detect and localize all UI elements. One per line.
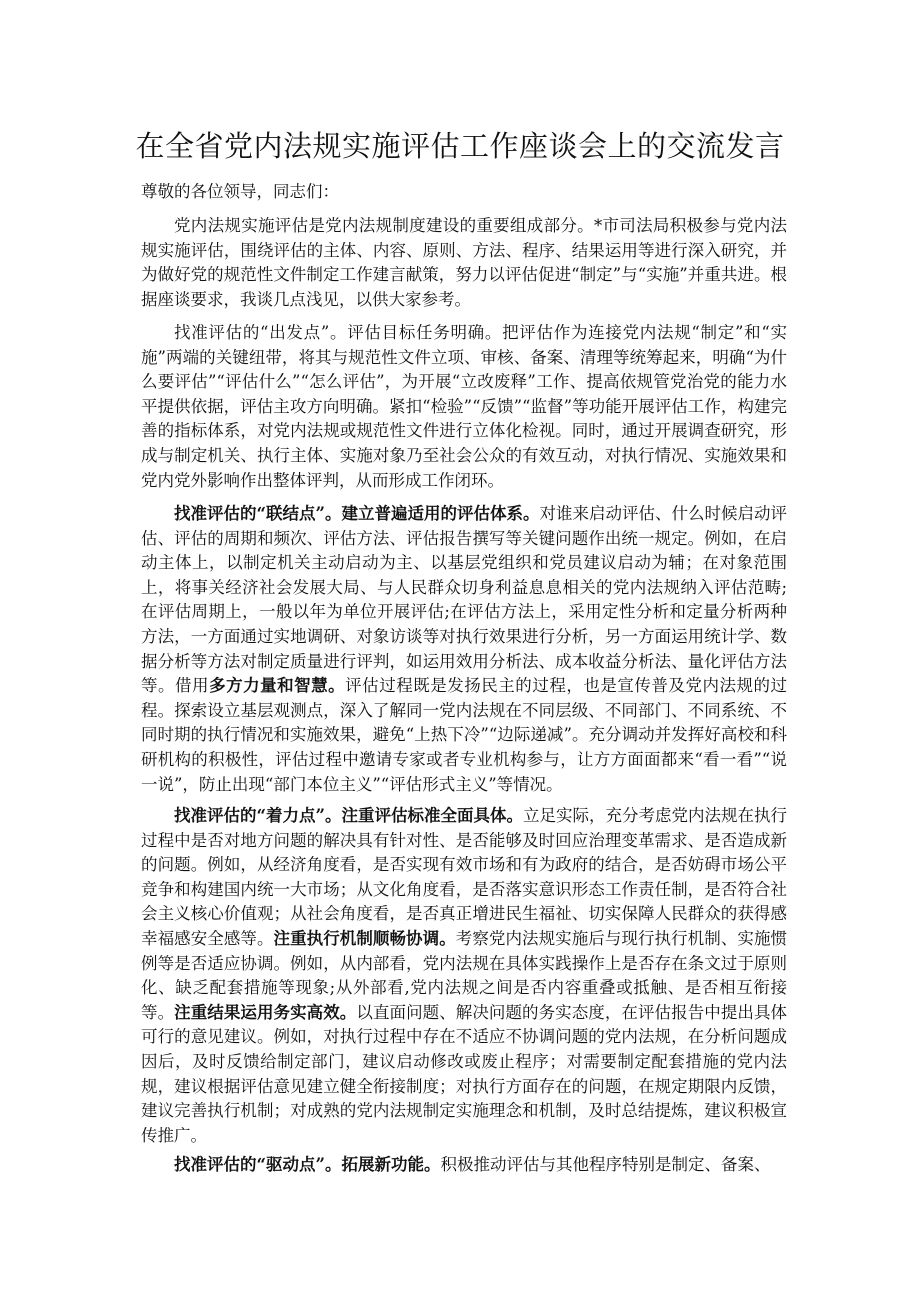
paragraph-text: 评估过程既是发扬民主的过程，也是宣传普及党内法规的过程。探索设立基层观测点，深入了解同一党内法规在不同层级、不同部门、不同系统、不同时期的执行情况和实施效果，避免“上热下冷”“边际递减”。充分调动并发挥好高校和科研机构的积极性，评估过程中邀请专家或者专业机构参与，让方方面面都来“看一看”“说一说”，防止出现“部门本位主义”“评估形式主义”等情况。 — [141, 676, 788, 794]
paragraph-subheading: 多方力量和智慧。 — [209, 676, 346, 696]
paragraph-intro-text: 党内法规实施评估是党内法规制度建设的重要组成部分。*市司法局积极参与党内法规实施评估，围绕评估的主体、内容、原则、方法、程序、结果运用等进行深入研究，并为做好党的规范性文件制定工作建言献策，努力以评估促进“制定”与“实施”并重共进。根据座谈要求，我谈几点浅见，以供大家参考。 — [141, 216, 787, 309]
document-title: 在全省党内法规实施评估工作座谈会上的交流发言 — [135, 129, 785, 163]
paragraph-subheading: 注重执行机制顺畅协调。 — [273, 928, 456, 948]
paragraph-starting-point-text: 找准评估的“出发点”。评估目标任务明确。把评估作为连接党内法规“制定”和“实施”两端的关键纽带，将其与规范性文件立项、审核、备案、清理等统筹起来，明确“为什么要评估”“评估什么”“怎么评估”，为开展“立改废释”工作、提高依规管党治党的能力水平提供依据，评估主攻方向明确。紧扣“检验”“反馈”“监督”等功能开展评估工作，构建完善的指标体系，对党内法规或规范性文件进行立体化检视。同时，通过开展调查研究，形成与制定机关、执行主体、实施对象乃至社会公众的有效互动，对执行情况、实施效果和党内党外影响作出整体评判，从而形成工作闭环。 — [141, 323, 787, 490]
paragraph-starting-point — [141, 321, 787, 493]
paragraph-subheading: 注重结果运用务实高效。 — [174, 1002, 357, 1022]
paragraph-text: 以直面问题、解决问题的务实态度，在评估报告中提出具体可行的意见建议。例如，对执行过程中存在不适应不协调问题的党内法规，在分析问题成因后，及时反馈给制定部门，建议启动修改或废止程序；对需要制定配套措施的党内法规，建议根据评估意见建立健全衔接制度；对执行方面存在的问题，在规定期限内反馈，建议完善执行机制；对成熟的党内法规制定实施理念和机制，及时总结提炼，建议积极宣传推广。 — [141, 1002, 788, 1145]
paragraph-intro — [141, 214, 787, 312]
salutation: 尊敬的各位领导，同志们： — [141, 182, 339, 201]
paragraph-driving-point — [141, 1153, 787, 1178]
paragraph-heading: 找准评估的“联结点”。建立普遍适用的评估体系。 — [174, 504, 540, 523]
paragraph-focus-point — [141, 804, 787, 1148]
paragraph-heading: 找准评估的“驱动点”。拓展新功能。 — [174, 1155, 441, 1174]
paragraph-heading: 找准评估的“着力点”。注重评估标准全面具体。 — [174, 806, 523, 825]
paragraph-text: 积极推动评估与其他程序特别是制定、备案、 — [440, 1155, 771, 1174]
paragraph-text: 立足实际，充分考虑党内法规在执行过程中是否对地方问题的解决具有针对性、是否能够及时回应治理变革需求、是否造成新的问题。例如，从经济角度看，是否实现有效市场和有为政府的结合，是否妨碍市场公平竞争和构建国内统一大市场；从文化角度看，是否落实意识形态工作责任制，是否符合社会主义核心价值观；从社会角度看，是否真正增进民生福祉、切实保障人民群众的获得感幸福感安全感等。 — [141, 806, 788, 948]
paragraph-text: 考察党内法规实施后与现行执行机制、实施惯例等是否适应协调。例如，从内部看，党内法规在具体实践操作上是否存在条文过于原则化、缺乏配套措施等现象;从外部看,党内法规之间是否内容重叠或抵触、是否相互衔接等。 — [141, 928, 788, 1022]
paragraph-text: 对谁来启动评估、什么时候启动评估、评估的周期和频次、评估方法、评估报告撰写等关键问题作出统一规定。例如，在启动主体上，以制定机关主动启动为主、以基层党组织和党员建议启动为辅；在对象范围上，将事关经济社会发展大局、与人民群众切身利益息息相关的党内法规纳入评估范畴;在评估周期上，一般以年为单位开展评估;在评估方法上，采用定性分析和定量分析两种方法，一方面通过实地调研、对象访谈等对执行效果进行分析，另一方面运用统计学、数据分析等方法对制定质量进行评判，如运用效用分析法、成本收益分析法、量化评估方法等。借用 — [141, 504, 788, 696]
paragraph-connecting-point — [141, 502, 787, 797]
